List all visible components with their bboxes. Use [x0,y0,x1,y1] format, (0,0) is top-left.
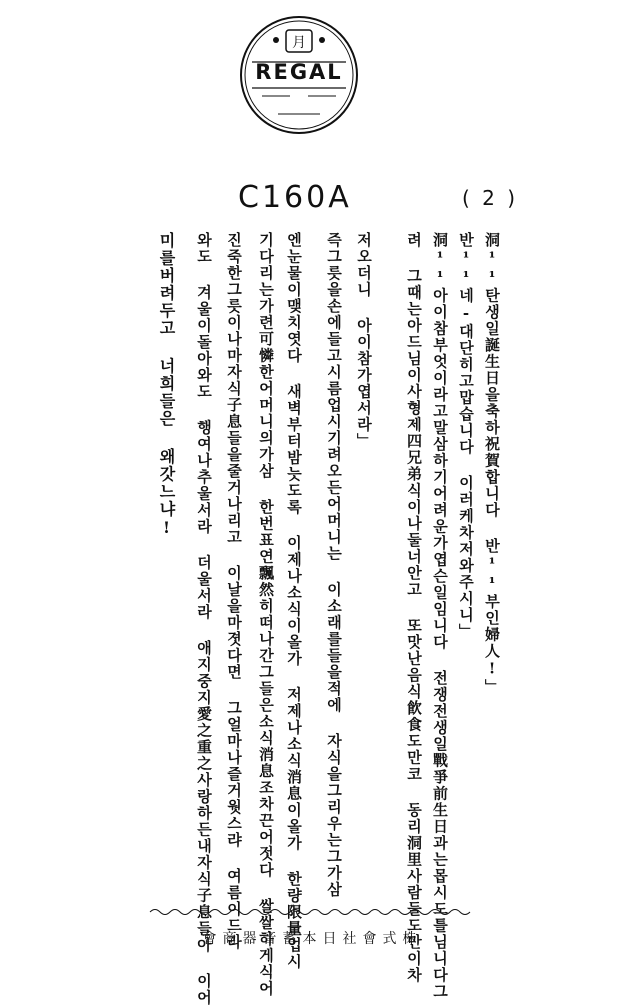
publisher-imprint: 會商器音蓄本日社會式株 [202,931,423,947]
lyric-line: 진죽한그릇이나마자식子息들을줄거나리고 이날을마졋다면 그얼마나즐거웟스랴 여름이드라 [225,232,243,951]
side-number: ( 2 ) [462,186,519,210]
lyric-line: 기다리는가련可憐한어머니의가삼 한번표연飄然히떠나간그들은소식消息조차끈어젓다 쌀쌀하게식어 [257,232,275,997]
lyric-line: 즉그릇을손에들고시름업시기려오든어머니는 이소래를들을적에 자식을그리우는그가삼 [325,232,343,898]
wavy-divider [150,907,470,917]
lyric-line: 저오더니 아이참가엽서라」 [355,232,373,450]
svg-text:月: 月 [292,35,306,51]
lyric-line: 洞¹¹아이참부엇이라고말삼하기어려운가엽슨일임니다 전쟁전생일戰爭前生日과는몹시도틀님니다그 [431,232,449,1000]
lyric-line: 려 그때는아드님이사형제四兄弟식이나둘너안고 또맛난음식飮食도만코 동리洞里사람들도만이차 [405,232,423,984]
lyric-line: 엔눈물이맺치엿다 새벽부터밤늣도록 이제나소식이올가 저제나소식消息이올가 한량限量업시 [285,232,303,970]
lyric-line: 미를버려두고 너희들은 왜갓느냐! [157,232,176,539]
lyric-line: 와도 겨울이돌아와도 행여나추울서라 더울서라 애지중지愛之重之사랑하든내자식子息들아 이어 [195,232,213,1006]
regal-label-logo [238,14,360,136]
lyric-line: 洞¹¹탄생일誕生日을축하祝賀합니다 반¹¹부인婦人!」 [483,232,501,696]
brand-wordmark: REGAL [255,60,343,84]
lyric-line: 반¹¹네-대단히고맙습니다 이러케차저와주시니」 [457,232,475,640]
catalog-number: C160A [238,180,352,215]
